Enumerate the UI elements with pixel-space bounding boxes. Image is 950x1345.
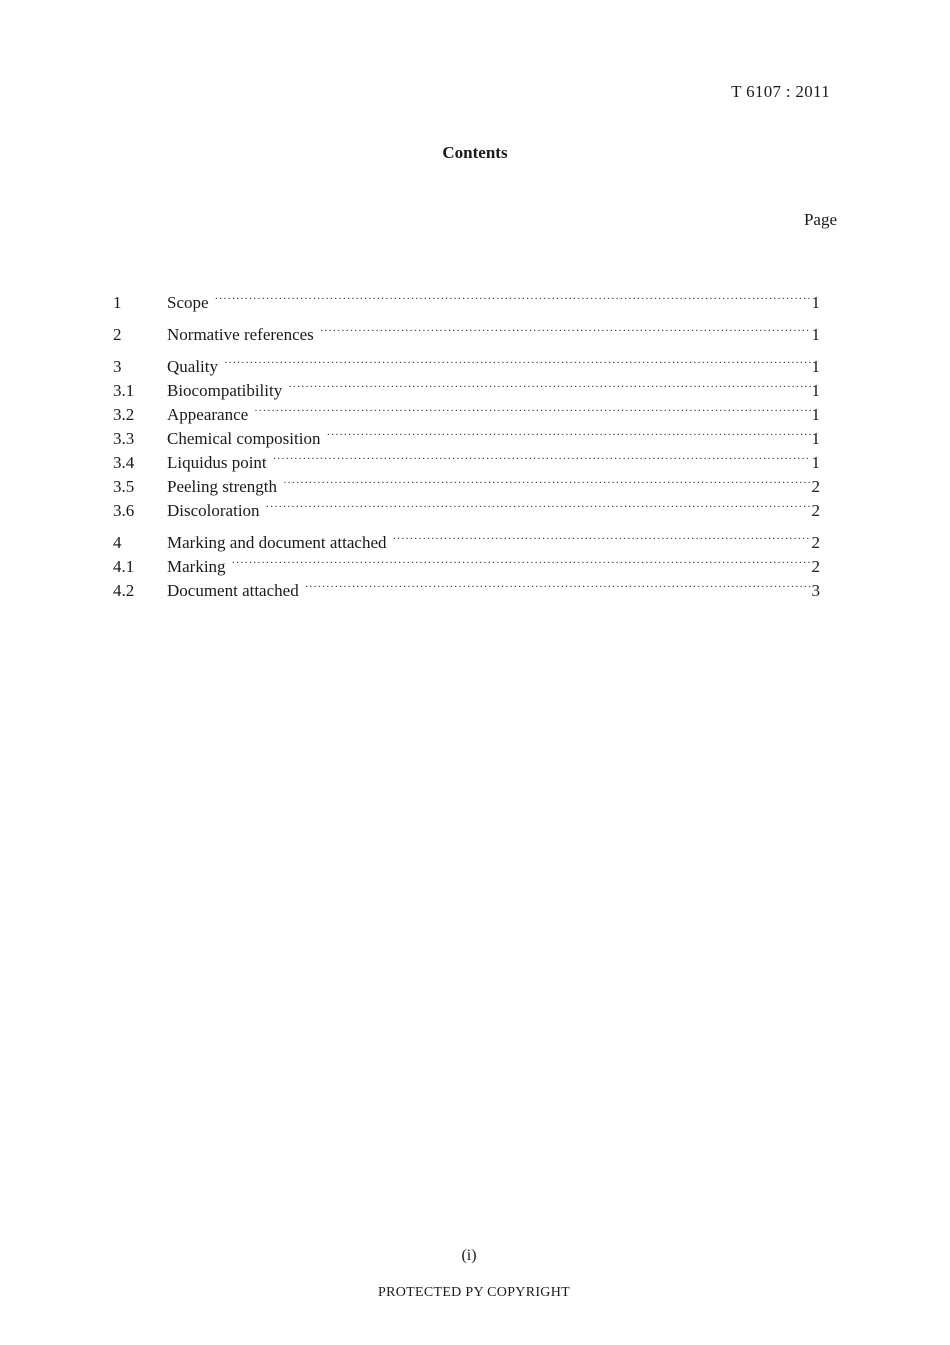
toc-entry-page: 1 [811, 405, 820, 424]
dot-leader [326, 420, 810, 444]
dot-leader [320, 316, 811, 340]
toc-entry-title: Document attached [167, 581, 299, 600]
toc-entry-page: 1 [811, 381, 820, 400]
toc-entry[interactable] [113, 524, 820, 552]
toc-entry-number: 3 [113, 357, 122, 376]
page-number: (i) [461, 1247, 477, 1264]
toc-entry-page: 3 [811, 581, 820, 600]
toc-entry-number: 3.5 [113, 477, 135, 496]
toc-entry-page: 1 [811, 357, 820, 376]
dot-leader [232, 548, 811, 572]
toc-entry-title: Quality [167, 357, 218, 376]
toc-entry-number: 4.1 [113, 557, 135, 576]
toc-entry-number: 3.3 [113, 429, 135, 448]
toc-entry-page: 2 [811, 477, 820, 496]
toc-entry-title: Marking and document attached [167, 533, 387, 552]
toc-entry-title: Normative references [167, 325, 314, 344]
toc-entry-page: 2 [811, 533, 820, 552]
toc-entry-number: 3.1 [113, 381, 135, 400]
toc-entry-title: Peeling strength [167, 477, 278, 496]
toc-entry-page: 1 [811, 325, 820, 344]
dot-leader [393, 524, 811, 548]
toc-entry-title: Scope [167, 293, 209, 312]
toc-entry[interactable] [113, 348, 820, 376]
dot-leader [288, 372, 810, 396]
dot-leader [215, 284, 811, 308]
toc-entry-title: Marking [167, 557, 226, 576]
toc-entry-number: 2 [113, 325, 122, 344]
toc-entry[interactable] [113, 284, 820, 312]
toc-entry-page: 1 [811, 453, 820, 472]
toc-entry-title: Liquidus point [167, 453, 267, 472]
table-of-contents [113, 284, 820, 600]
page-column-label: Page [803, 210, 837, 229]
toc-entry-page: 2 [811, 501, 820, 520]
dot-leader [254, 396, 810, 420]
dot-leader [305, 572, 811, 596]
toc-entry-page: 2 [811, 557, 820, 576]
toc-entry-number: 3.2 [113, 405, 135, 424]
toc-entry-number: 4 [113, 533, 122, 552]
dot-leader [224, 348, 811, 372]
toc-entry-title: Biocompatibility [167, 381, 283, 400]
toc-entry-title: Appearance [167, 405, 249, 424]
dot-leader [273, 444, 811, 468]
toc-entry-number: 3.4 [113, 453, 135, 472]
toc-entry-title: Chemical composition [167, 429, 321, 448]
toc-entry[interactable] [113, 316, 820, 344]
toc-entry-number: 4.2 [113, 581, 135, 600]
dot-leader [283, 468, 810, 492]
toc-entry-title: Discoloration [167, 501, 260, 520]
toc-entry-number: 3.6 [113, 501, 135, 520]
document-number: T 6107 : 2011 [731, 82, 830, 101]
toc-entry-page: 1 [811, 293, 820, 312]
toc-entry-number: 1 [113, 293, 122, 312]
contents-title: Contents [442, 143, 508, 162]
copyright-notice: PROTECTED PY COPYRIGHT [378, 1285, 570, 1300]
dot-leader [266, 492, 811, 516]
toc-entry-page: 1 [811, 429, 820, 448]
